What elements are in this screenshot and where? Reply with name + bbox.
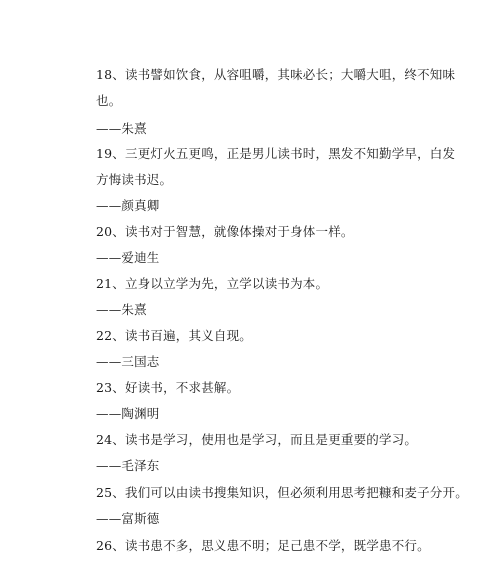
author-25: ——富斯德 xyxy=(96,511,160,526)
quote-24: 24、读书是学习，使用也是学习，而且是更重要的学习。 xyxy=(96,432,418,447)
quote-18-line-2: 也。 xyxy=(96,93,122,108)
quote-21: 21、立身以立学为先，立学以读书为本。 xyxy=(96,276,329,291)
author-19: ——颜真卿 xyxy=(96,198,160,213)
quote-23: 23、好读书，不求甚解。 xyxy=(96,380,240,395)
quote-19-line-2: 方悔读书迟。 xyxy=(96,172,173,187)
author-18: ——朱熹 xyxy=(96,121,147,136)
author-23: ——陶渊明 xyxy=(96,406,160,421)
quote-20: 20、读书对于智慧，就像体操对于身体一样。 xyxy=(96,224,354,239)
quote-18-line-1: 18、读书譬如饮食，从容咀嚼，其味必长；大嚼大咀，终不知味 xyxy=(96,67,456,82)
author-20: ——爱迪生 xyxy=(96,250,160,265)
quote-25: 25、我们可以由读书搜集知识，但必须利用思考把糠和麦子分开。 xyxy=(96,485,468,500)
quote-22: 22、读书百遍，其义自现。 xyxy=(96,328,253,343)
author-21: ——朱熹 xyxy=(96,302,147,317)
quote-26: 26、读书患不多，思义患不明；足己患不学，既学患不行。 xyxy=(96,538,430,553)
author-24: ——毛泽东 xyxy=(96,458,160,473)
author-22: ——三国志 xyxy=(96,354,160,369)
quote-19-line-1: 19、三更灯火五更鸣，正是男儿读书时，黑发不知勤学早，白发 xyxy=(96,146,456,161)
